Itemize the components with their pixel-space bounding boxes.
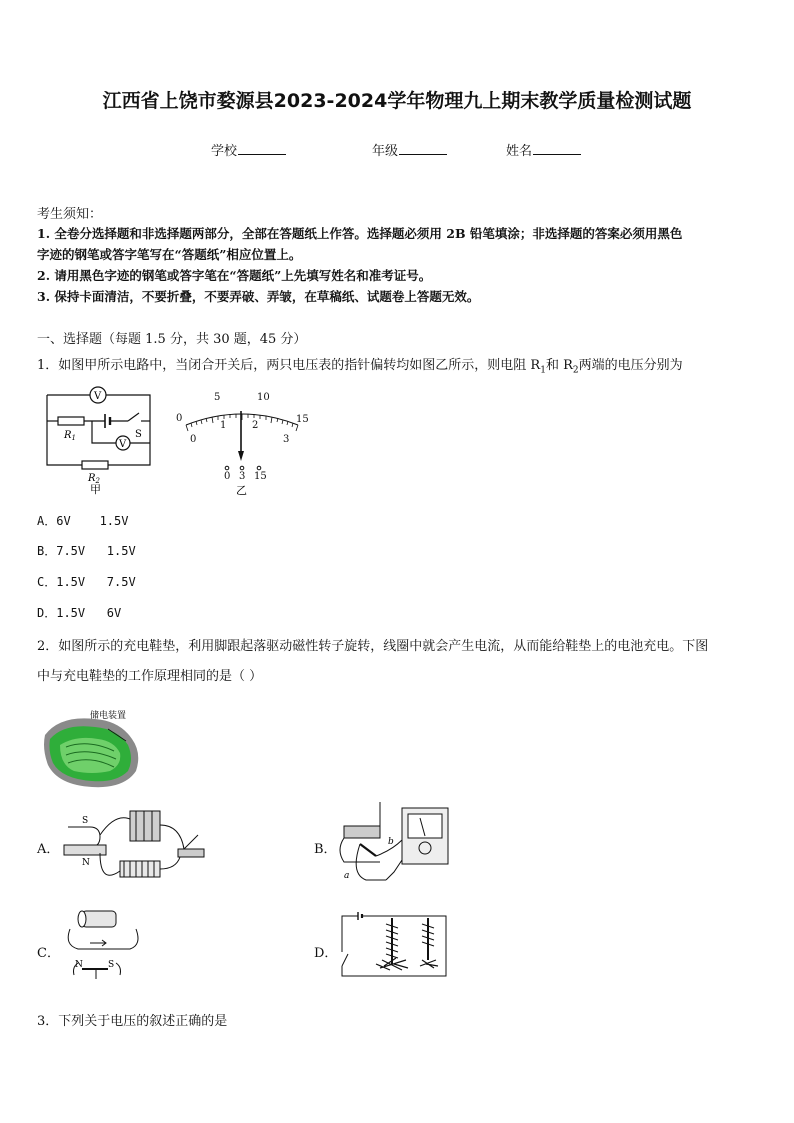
q2-option-a-label[interactable]: A． bbox=[37, 842, 60, 857]
q1-option-a[interactable]: A．6V 1.5V bbox=[37, 514, 129, 528]
option-c-s-label: S bbox=[108, 960, 115, 970]
figure-yi-label: 乙 bbox=[236, 484, 247, 497]
section-heading: 一、选择题（每题 1.5 分，共 30 题，45 分） bbox=[37, 332, 307, 347]
q1-option-c[interactable]: C．1.5V 7.5V bbox=[37, 575, 136, 589]
bottom-scale-2: 2 bbox=[252, 420, 259, 431]
switch-label: S bbox=[135, 429, 142, 440]
terminal-15: 15 bbox=[254, 471, 267, 482]
q2-option-b-label[interactable]: B． bbox=[314, 842, 337, 857]
bottom-scale-0: 0 bbox=[190, 434, 197, 445]
bottom-scale-1: 1 bbox=[220, 420, 227, 431]
school-blank[interactable] bbox=[238, 142, 286, 155]
top-scale-0: 0 bbox=[176, 413, 183, 424]
terminal-3: 3 bbox=[239, 471, 246, 482]
school-label: 学校 bbox=[211, 144, 238, 159]
storage-device-label: 储电装置 bbox=[90, 711, 127, 721]
q1-option-d[interactable]: D．1.5V 6V bbox=[37, 606, 122, 620]
question-2-line-1: 2．如图所示的充电鞋垫，利用脚跟起落驱动磁性转子旋转，线圈中就会产生电流，从而能给鞋垫上的电池充电。下图 bbox=[37, 639, 709, 654]
r2-label: $R_2$ bbox=[88, 473, 100, 485]
voltmeter-1-label: V bbox=[94, 391, 102, 402]
grade-field[interactable] bbox=[372, 140, 447, 159]
top-scale-10: 10 bbox=[257, 392, 270, 403]
top-scale-15: 15 bbox=[296, 414, 309, 425]
q2-option-d-figure[interactable] bbox=[336, 908, 454, 978]
option-a-n-label: N bbox=[82, 858, 90, 868]
option-b-a-label: a bbox=[344, 871, 350, 881]
q2-option-a-figure[interactable] bbox=[60, 805, 210, 890]
question-3-text: 3．下列关于电压的叙述正确的是 bbox=[37, 1014, 228, 1029]
question-1-text: 1．如图甲所示电路中，当闭合开关后，两只电压表的指针偏转均如图乙所示，则电阻 $R_1$和 $R_2$两端的电压分别为 bbox=[37, 358, 683, 376]
notice-item-1a: 1. 全卷分选择题和非选择题两部分，全部在答题纸上作答。选择题必须用 2B 铅笔填涂；非选择题的答案必须用黑色 bbox=[37, 226, 683, 241]
q2-option-c-label[interactable]: C． bbox=[37, 946, 60, 961]
grade-label: 年级 bbox=[372, 144, 399, 159]
terminal-0: 0 bbox=[224, 471, 231, 482]
name-label: 姓名 bbox=[506, 144, 533, 159]
notice-item-1b: 字迹的钢笔或答字笔写在“答题纸”相应位置上。 bbox=[37, 247, 302, 262]
figure-jia-label: 甲 bbox=[90, 483, 101, 495]
voltmeter-2-label: V bbox=[119, 439, 127, 450]
q2-option-b-figure[interactable] bbox=[336, 800, 456, 892]
q2-option-c-figure[interactable] bbox=[60, 905, 145, 987]
question-2-line-2: 中与充电鞋垫的工作原理相同的是（ ） bbox=[37, 669, 263, 684]
notice-item-3: 3. 保持卡面清洁，不要折叠，不要弄破、弄皱，在草稿纸、试题卷上答题无效。 bbox=[37, 289, 480, 304]
voltmeter-dial-yi bbox=[172, 385, 312, 497]
school-field[interactable] bbox=[211, 140, 286, 159]
option-c-n-label: N bbox=[75, 960, 83, 970]
name-field[interactable] bbox=[506, 140, 581, 159]
notice-item-2: 2. 请用黑色字迹的钢笔或答字笔在“答题纸”上先填写姓名和准考证号。 bbox=[37, 268, 432, 283]
top-scale-5: 5 bbox=[214, 392, 221, 403]
notice-heading: 考生须知： bbox=[37, 207, 103, 222]
grade-blank[interactable] bbox=[399, 142, 447, 155]
name-blank[interactable] bbox=[533, 142, 581, 155]
q2-option-d-label[interactable]: D． bbox=[314, 946, 338, 961]
option-a-s-label: S bbox=[82, 816, 89, 826]
bottom-scale-3: 3 bbox=[283, 434, 290, 445]
r1-label: $R_1$ bbox=[64, 430, 76, 442]
charging-insole-figure bbox=[40, 705, 144, 795]
q1-option-b[interactable]: B．7.5V 1.5V bbox=[37, 544, 136, 558]
circuit-diagram-jia bbox=[40, 385, 155, 495]
page-title: 江西省上饶市婺源县2023-2024学年物理九上期末教学质量检测试题 bbox=[102, 90, 692, 112]
option-b-b-label: b bbox=[388, 837, 394, 847]
